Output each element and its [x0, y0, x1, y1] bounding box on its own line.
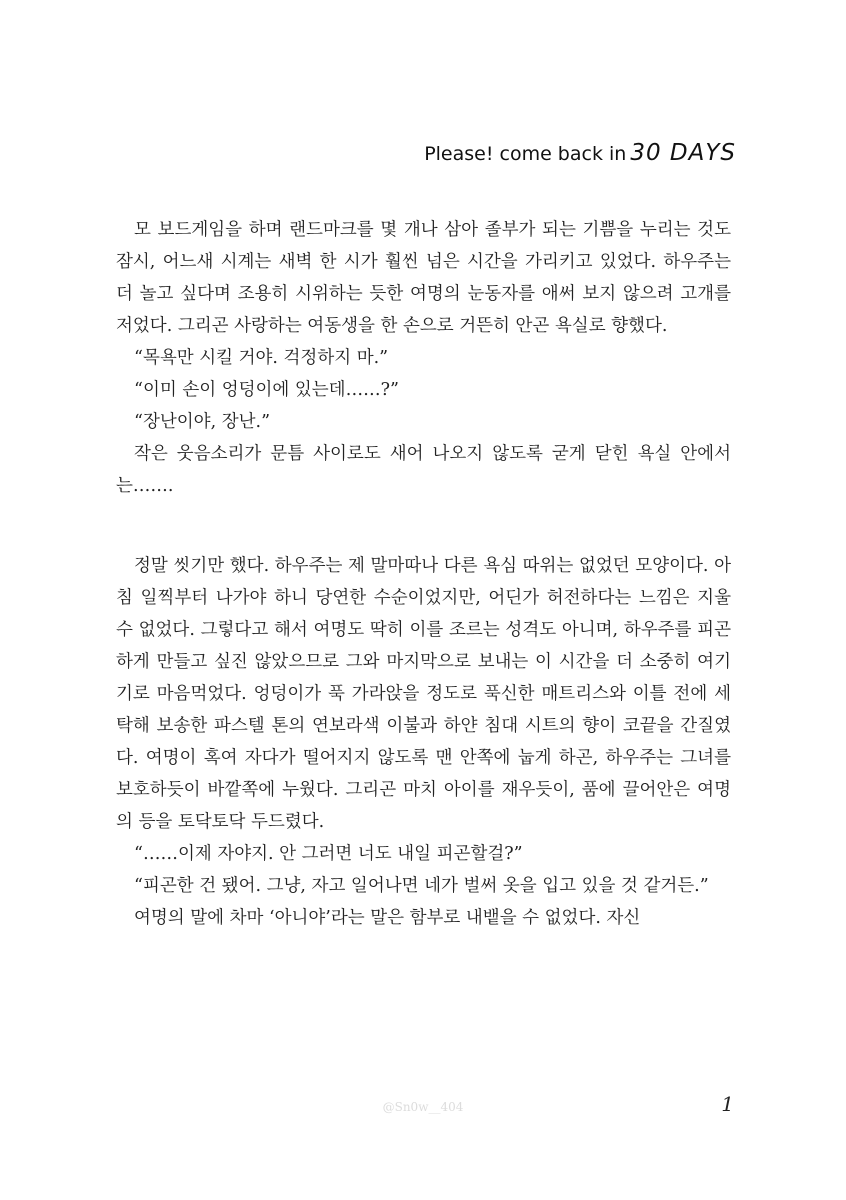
body-text — [116, 214, 731, 934]
dialogue-line: “목욕만 시킬 거야. 걱정하지 마.” — [134, 348, 389, 368]
paragraph: 정말 씻기만 했다. 하우주는 제 말마따나 다른 욕심 따위는 없었던 모양이다. 아침 일찍부터 나가야 하니 당연한 수순이었지만, 어딘가 허전하다는 느낌은 지울 수 없었다. 그렇다고 해서 여명도 딱히 이를 조르는 성격도 아니며, 하우주를 피곤하게 만들고 싶진 않았으므로 그와 마지막으로 보내는 이 시간을 더 소중히 여기기로 마음먹었다. 엉덩이가 푹 가라앉을 정도로 푹신한 매트리스와 이틀 전에 세탁해 보송한 파스텔 톤의 연보라색 이불과 하얀 침대 시트의 향이 코끝을 간질였다. 여명이 혹여 자다가 떨어지지 않도록 맨 안쪽에 눕게 하곤, 하우주는 그녀를 보호하듯이 바깥쪽에 누웠다. 그리곤 마치 아이를 재우듯이, 품에 끌어안은 여명의 등을 토닥토닥 두드렸다. — [116, 556, 731, 832]
section-break — [116, 502, 731, 550]
dialogue-line: “피곤한 건 됐어. 그냥, 자고 일어나면 네가 벌써 옷을 입고 있을 것 같거든.” — [134, 876, 709, 896]
dialogue-line: “장난이야, 장난.” — [134, 412, 271, 432]
header-title: Please! come back in — [424, 143, 627, 165]
dialogue-line: “……이제 자야지. 안 그러면 너도 내일 피곤할걸?” — [134, 844, 523, 864]
dialogue-line: “이미 손이 엉덩이에 있는데……?” — [134, 380, 399, 400]
header-emphasis: 30 DAYS — [630, 140, 736, 166]
paragraph: 여명의 말에 차마 ‘아니야’라는 말은 함부로 내뱉을 수 없었다. 자신 — [134, 908, 641, 928]
page-number: 1 — [721, 1092, 734, 1116]
paragraph: 작은 웃음소리가 문틈 사이로도 새어 나오지 않도록 굳게 닫힌 욕실 안에서는……. — [116, 444, 731, 496]
paragraph: 모 보드게임을 하며 랜드마크를 몇 개나 삼아 졸부가 되는 기쁨을 누리는 것도 잠시, 어느새 시계는 새벽 한 시가 훨씬 넘은 시간을 가리키고 있었다. 하우주는 더 놀고 싶다며 조용히 시위하는 듯한 여명의 눈동자를 애써 보지 않으려 고개를 저었다. 그리곤 사랑하는 여동생을 한 손으로 거뜬히 안곤 욕실로 향했다. — [116, 220, 731, 336]
running-header — [424, 140, 736, 166]
watermark: @Sn0w__404 — [382, 1100, 464, 1114]
